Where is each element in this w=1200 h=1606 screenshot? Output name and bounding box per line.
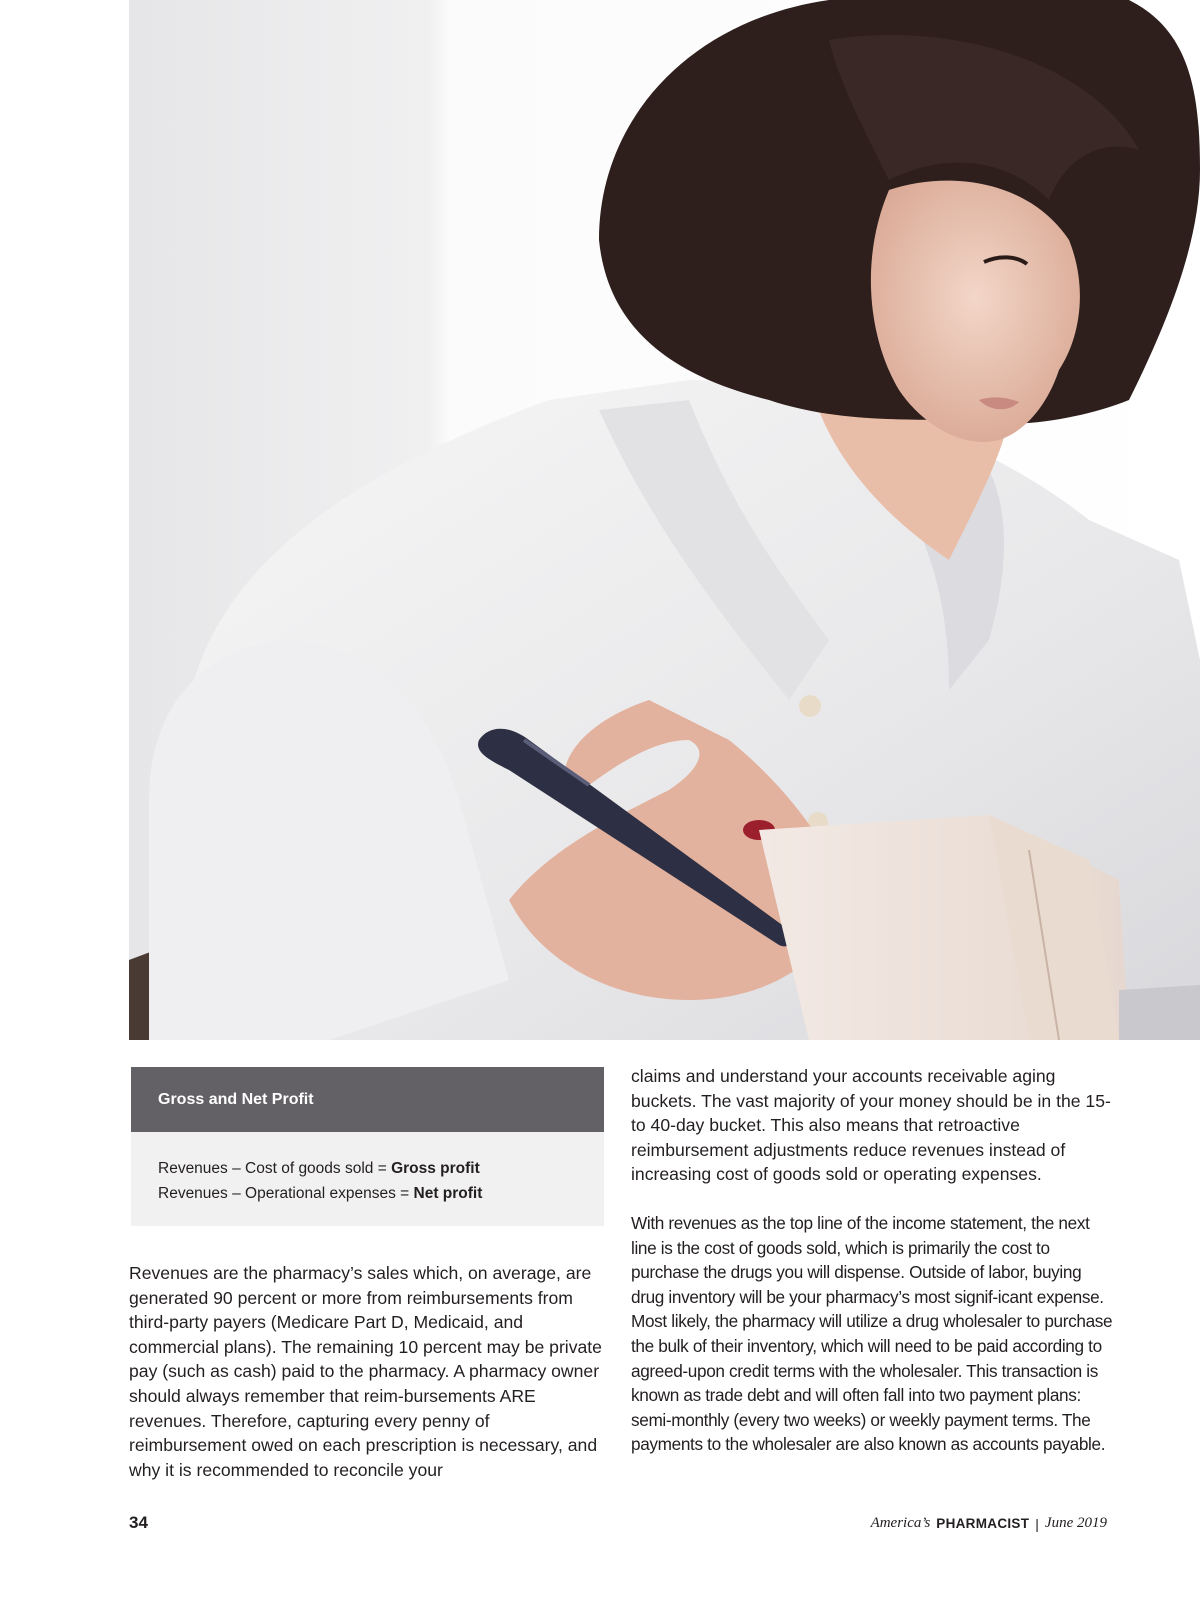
- hero-photo: [129, 0, 1200, 1040]
- page-number: 34: [129, 1513, 148, 1532]
- folio-mag-italic: America’s: [870, 1515, 931, 1531]
- magazine-folio: [871, 1515, 1107, 1532]
- formula-net-prefix: Revenues – Operational expenses =: [158, 1185, 414, 1202]
- formula-gross-prefix: Revenues – Cost of goods sold =: [158, 1160, 392, 1177]
- body-left-column: Revenues are the pharmacy’s sales which, on average, are generated 90 percent or more from reimbursements from third-party payers (Medicare Part D, Medicaid, and commercial plans). The remaining 10 percent may be private pay (such as cash) paid to the pharmacy. A pharmacy owner should always remember that reim-bursements ARE revenues. Therefore, capturing every penny of reimbursement owed on each prescription is necessary, and why it is recommended to reconcile your: [129, 1263, 602, 1480]
- sidebar-body: [131, 1132, 604, 1206]
- sidebar-title: Gross and Net Profit: [131, 1067, 604, 1132]
- formula-gross-result: Gross profit: [391, 1160, 480, 1177]
- folio-issue: June 2019: [1044, 1515, 1107, 1531]
- formula-gross: [158, 1156, 604, 1181]
- body-right-paragraph-1: claims and understand your accounts receivable aging buckets. The vast majority of your money should be in the 15- to 40-day bucket. This also means that retroactive reimbursement adjustments reduce revenues instead of increasing cost of goods sold or operating expenses.: [631, 1066, 1111, 1185]
- formula-net: [158, 1181, 604, 1206]
- folio-separator: |: [1035, 1515, 1039, 1532]
- photo-illustration: [129, 0, 1200, 1040]
- body-right-paragraph-2: With revenues as the top line of the income statement, the next line is the cost of goods sold, which is primarily the cost to purchase the drugs you will dispense. Outside of labor, buying drug inventory will be your pharmacy’s most signif-icant expense. Most likely, the pharmacy will utilize a drug wholesaler to purchase the bulk of their inventory, which will need to be paid according to agreed-upon credit terms with the wholesaler. This transaction is known as trade debt and will often fall into two payment plans: semi-monthly (every two weeks) or weekly payment terms. The payments to the wholesaler are also known as accounts payable.: [631, 1213, 1113, 1455]
- sidebar-box: [131, 1067, 604, 1226]
- folio-mag-bold: PHARMACIST: [936, 1516, 1030, 1531]
- formula-net-result: Net profit: [413, 1185, 483, 1202]
